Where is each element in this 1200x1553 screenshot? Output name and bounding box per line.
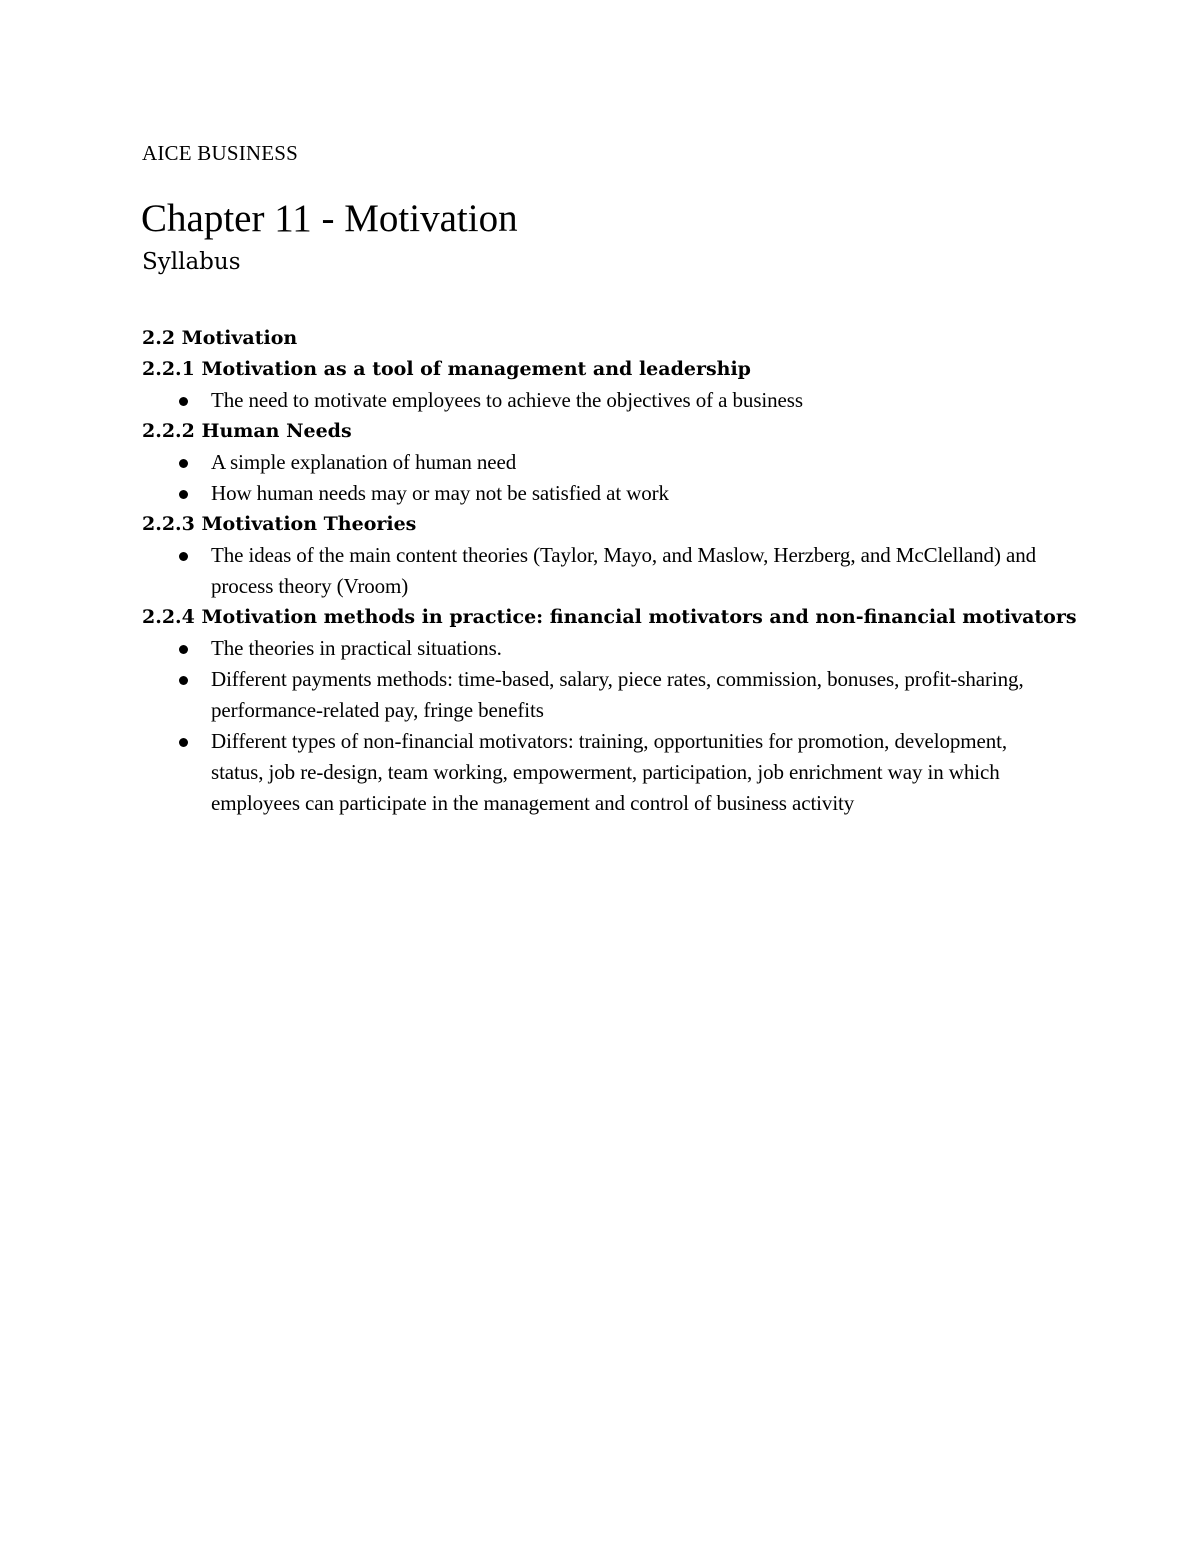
bullet-list-2-2-2: [142, 447, 1062, 509]
list-item-text: How human needs may or may not be satisfied at work: [211, 481, 669, 505]
list-item: [211, 726, 1062, 819]
bullet-icon: [179, 645, 188, 654]
list-item: [211, 478, 1062, 509]
page-subtitle: Syllabus: [142, 249, 241, 275]
bullet-list-2-2-3: [142, 540, 1062, 602]
list-item-text: Different types of non-financial motivators: training, opportunities for promotion, development, status, job re-design, team working, empowerment, participation, job enrichment way in which employees can participate in the management and control of business activity: [211, 729, 1007, 815]
list-item-text: The need to motivate employees to achieve the objectives of a business: [211, 388, 803, 412]
section-heading-2-2: 2.2 Motivation: [142, 327, 298, 349]
page-title: Chapter 11 - Motivation: [141, 197, 518, 240]
list-item: [211, 664, 1062, 726]
list-item-text: Different payments methods: time-based, salary, piece rates, commission, bonuses, profit-sharing, performance-related pay, fringe benefits: [211, 667, 1024, 722]
list-item-text: A simple explanation of human need: [211, 450, 517, 474]
list-item: [211, 633, 1062, 664]
bullet-icon: [179, 397, 188, 406]
bullet-icon: [179, 738, 188, 747]
section-heading-2-2-4: 2.2.4 Motivation methods in practice: financial motivators and non-financial motivators: [142, 606, 1077, 628]
bullet-list-2-2-4: [142, 633, 1062, 819]
bullet-list-2-2-1: [142, 385, 1062, 416]
document-header: AICE BUSINESS: [142, 141, 299, 165]
section-heading-2-2-1: 2.2.1 Motivation as a tool of management and leadership: [142, 358, 751, 380]
section-heading-2-2-3: 2.2.3 Motivation Theories: [142, 513, 417, 535]
bullet-icon: [179, 552, 188, 561]
bullet-icon: [179, 459, 188, 468]
list-item: [211, 447, 1062, 478]
syllabus-content: [142, 323, 1077, 819]
bullet-icon: [179, 676, 188, 685]
list-item-text: The theories in practical situations.: [211, 636, 502, 660]
list-item: [211, 385, 1062, 416]
bullet-icon: [179, 490, 188, 499]
section-heading-2-2-2: 2.2.2 Human Needs: [142, 420, 352, 442]
list-item-text: The ideas of the main content theories (Taylor, Mayo, and Maslow, Herzberg, and McClelland) and process theory (Vroom): [211, 543, 1037, 598]
list-item: [211, 540, 1062, 602]
